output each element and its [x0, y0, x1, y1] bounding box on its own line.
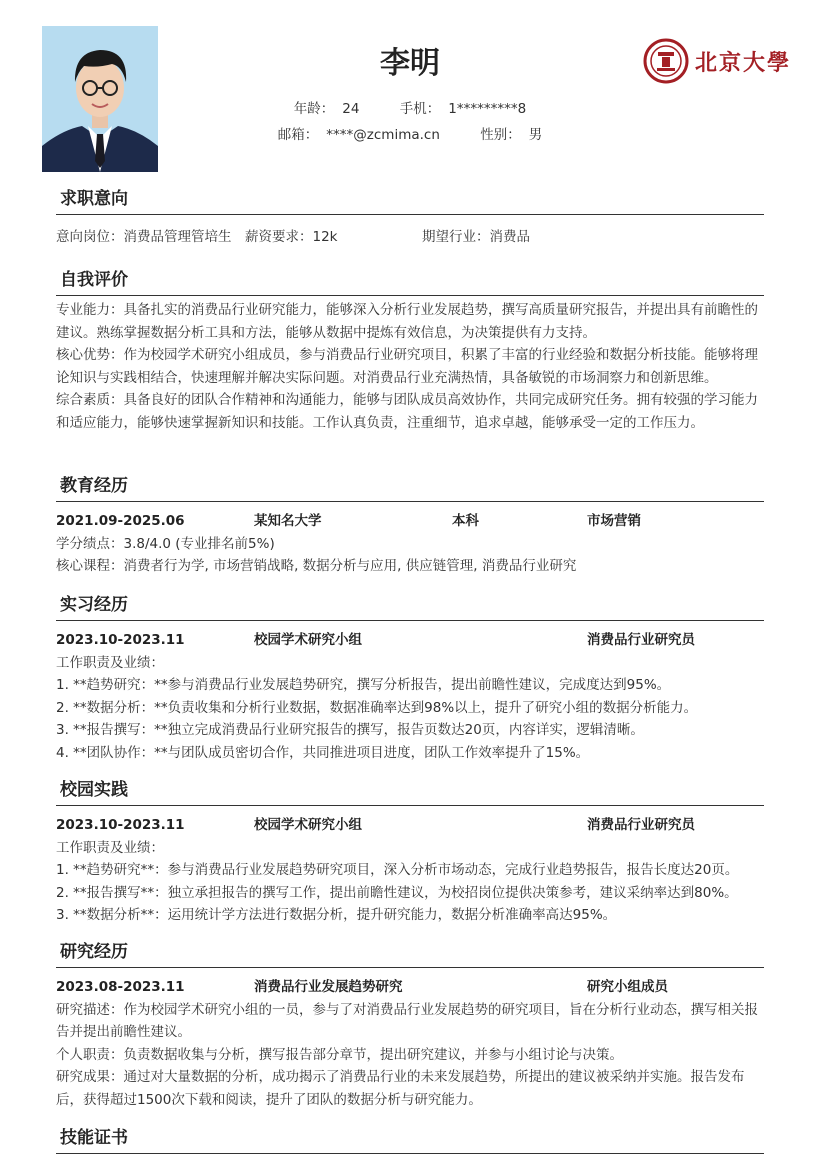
internship-item: 1. **趋势研究：**参与消费品行业发展趋势研究，撰写分析报告，提出前瞻性建议，完成度达到95%。	[56, 677, 671, 693]
section-title: 教育经历	[56, 475, 764, 502]
internship-section	[56, 594, 764, 764]
internship-org: 校园学术研究小组	[254, 632, 362, 648]
self-evaluation-section	[56, 269, 764, 434]
school-seal-icon	[643, 38, 689, 84]
email-value: ****@zcmima.cn	[326, 127, 440, 143]
research-paragraph: 研究成果：通过对大量数据的分析，成功揭示了消费品行业的未来发展趋势，所提出的建议被采纳并实施。报告发布后，获得超过1500次下载和阅读，提升了团队的数据分析与研究能力。	[56, 1069, 745, 1108]
self-eval-paragraph: 核心优势：作为校园学术研究小组成员，参与消费品行业研究项目，积累了丰富的行业经验和数据分析技能。能够将理论知识与实践相结合，快速理解并解决实际问题。对消费品行业充满热情，具备敏锐的市场洞察力和创新思维。	[56, 347, 758, 386]
intent-salary: 薪资要求：12k	[245, 229, 338, 245]
age-label: 年龄：	[293, 101, 335, 117]
intent-position: 意向岗位：消费品管理管培生	[56, 229, 232, 245]
campus-header-row	[56, 814, 764, 837]
campus-role: 消费品行业研究员	[587, 817, 695, 833]
section-title: 实习经历	[56, 594, 764, 621]
age-value: 24	[342, 101, 360, 117]
phone-field	[400, 97, 526, 117]
internship-header-row	[56, 629, 764, 652]
section-title: 自我评价	[56, 269, 764, 296]
section-title: 技能证书	[56, 1127, 764, 1154]
campus-practice-section	[56, 779, 764, 927]
skills-section	[56, 1127, 764, 1154]
internship-role: 消费品行业研究员	[587, 632, 695, 648]
education-courses: 核心课程：消费者行为学, 市场营销战略, 数据分析与应用, 供应链管理, 消费品行业研究	[56, 558, 577, 574]
research-role: 研究小组成员	[587, 979, 668, 995]
education-period: 2021.09-2025.06	[56, 513, 185, 529]
internship-item: 2. **数据分析：**负责收集和分析行业数据，数据准确率达到98%以上，提升了研究小组的数据分析能力。	[56, 699, 698, 716]
phone-value: 1*********8	[448, 101, 527, 117]
internship-intro: 工作职责及业绩：	[56, 654, 164, 671]
contact-row-1	[0, 97, 820, 117]
email-label: 邮箱：	[277, 127, 319, 143]
research-period: 2023.08-2023.11	[56, 979, 185, 995]
age-field	[294, 97, 360, 117]
education-school: 某知名大学	[254, 513, 322, 529]
gender-field	[480, 123, 542, 143]
education-major: 市场营销	[587, 513, 641, 529]
research-section	[56, 941, 764, 1111]
education-section	[56, 475, 764, 578]
gender-value: 男	[528, 127, 543, 143]
email-field	[278, 123, 440, 143]
education-header-row	[56, 510, 764, 533]
research-header-row	[56, 976, 764, 999]
section-title: 研究经历	[56, 941, 764, 968]
self-eval-paragraph: 专业能力：具备扎实的消费品行业研究能力，能够深入分析行业发展趋势，撰写高质量研究报告，并提出具有前瞻性的建议。熟练掌握数据分析工具和方法，能够从数据中提炼有效信息，为决策提供有力支持。	[56, 302, 758, 341]
campus-intro: 工作职责及业绩：	[56, 839, 164, 856]
education-gpa: 学分绩点：3.8/4.0 (专业排名前5%)	[56, 535, 275, 552]
campus-period: 2023.10-2023.11	[56, 817, 185, 833]
campus-item: 1. **趋势研究**：参与消费品行业发展趋势研究项目，深入分析市场动态，完成行业趋势报告，报告长度达20页。	[56, 862, 739, 878]
campus-org: 校园学术研究小组	[254, 817, 362, 833]
self-eval-paragraph: 综合素质：具备良好的团队合作精神和沟通能力，能够与团队成员高效协作，共同完成研究任务。拥有较强的学习能力和适应能力，能够快速掌握新知识和技能。工作认真负责，注重细节，追求卓越，能够承受一定的工作压力。	[56, 392, 758, 431]
education-degree: 本科	[452, 513, 479, 529]
school-logo-text: 北京大學	[695, 49, 792, 76]
research-project: 消费品行业发展趋势研究	[254, 979, 403, 995]
intent-row	[56, 226, 764, 249]
research-paragraph: 研究描述：作为校园学术研究小组的一员，参与了对消费品行业发展趋势的研究项目，旨在分析行业动态，撰写相关报告并提出前瞻性建议。	[56, 1001, 758, 1040]
campus-item: 3. **数据分析**：运用统计学方法进行数据分析，提升研究能力，数据分析准确率高达95%。	[56, 907, 617, 923]
phone-label: 手机：	[399, 101, 441, 117]
section-title: 校园实践	[56, 779, 764, 806]
internship-period: 2023.10-2023.11	[56, 632, 185, 648]
campus-item: 2. **报告撰写**：独立承担报告的撰写工作，提出前瞻性建议，为校招岗位提供决策参考，建议采纳率达到80%。	[56, 884, 738, 901]
intent-industry: 期望行业：消费品	[422, 229, 530, 245]
candidate-name: 李明	[380, 46, 440, 81]
internship-item: 3. **报告撰写：**独立完成消费品行业研究报告的撰写，报告页数达20页，内容详实，逻辑清晰。	[56, 722, 644, 738]
contact-row-2	[0, 123, 820, 143]
school-logo	[643, 36, 795, 86]
section-title: 求职意向	[56, 188, 764, 215]
job-intent-section	[56, 188, 764, 249]
research-paragraph: 个人职责：负责数据收集与分析，撰写报告部分章节，提出研究建议，并参与小组讨论与决策。	[56, 1046, 623, 1063]
gender-label: 性别：	[480, 127, 521, 143]
internship-item: 4. **团队协作：**与团队成员密切合作，共同推进项目进度，团队工作效率提升了15%。	[56, 744, 590, 761]
